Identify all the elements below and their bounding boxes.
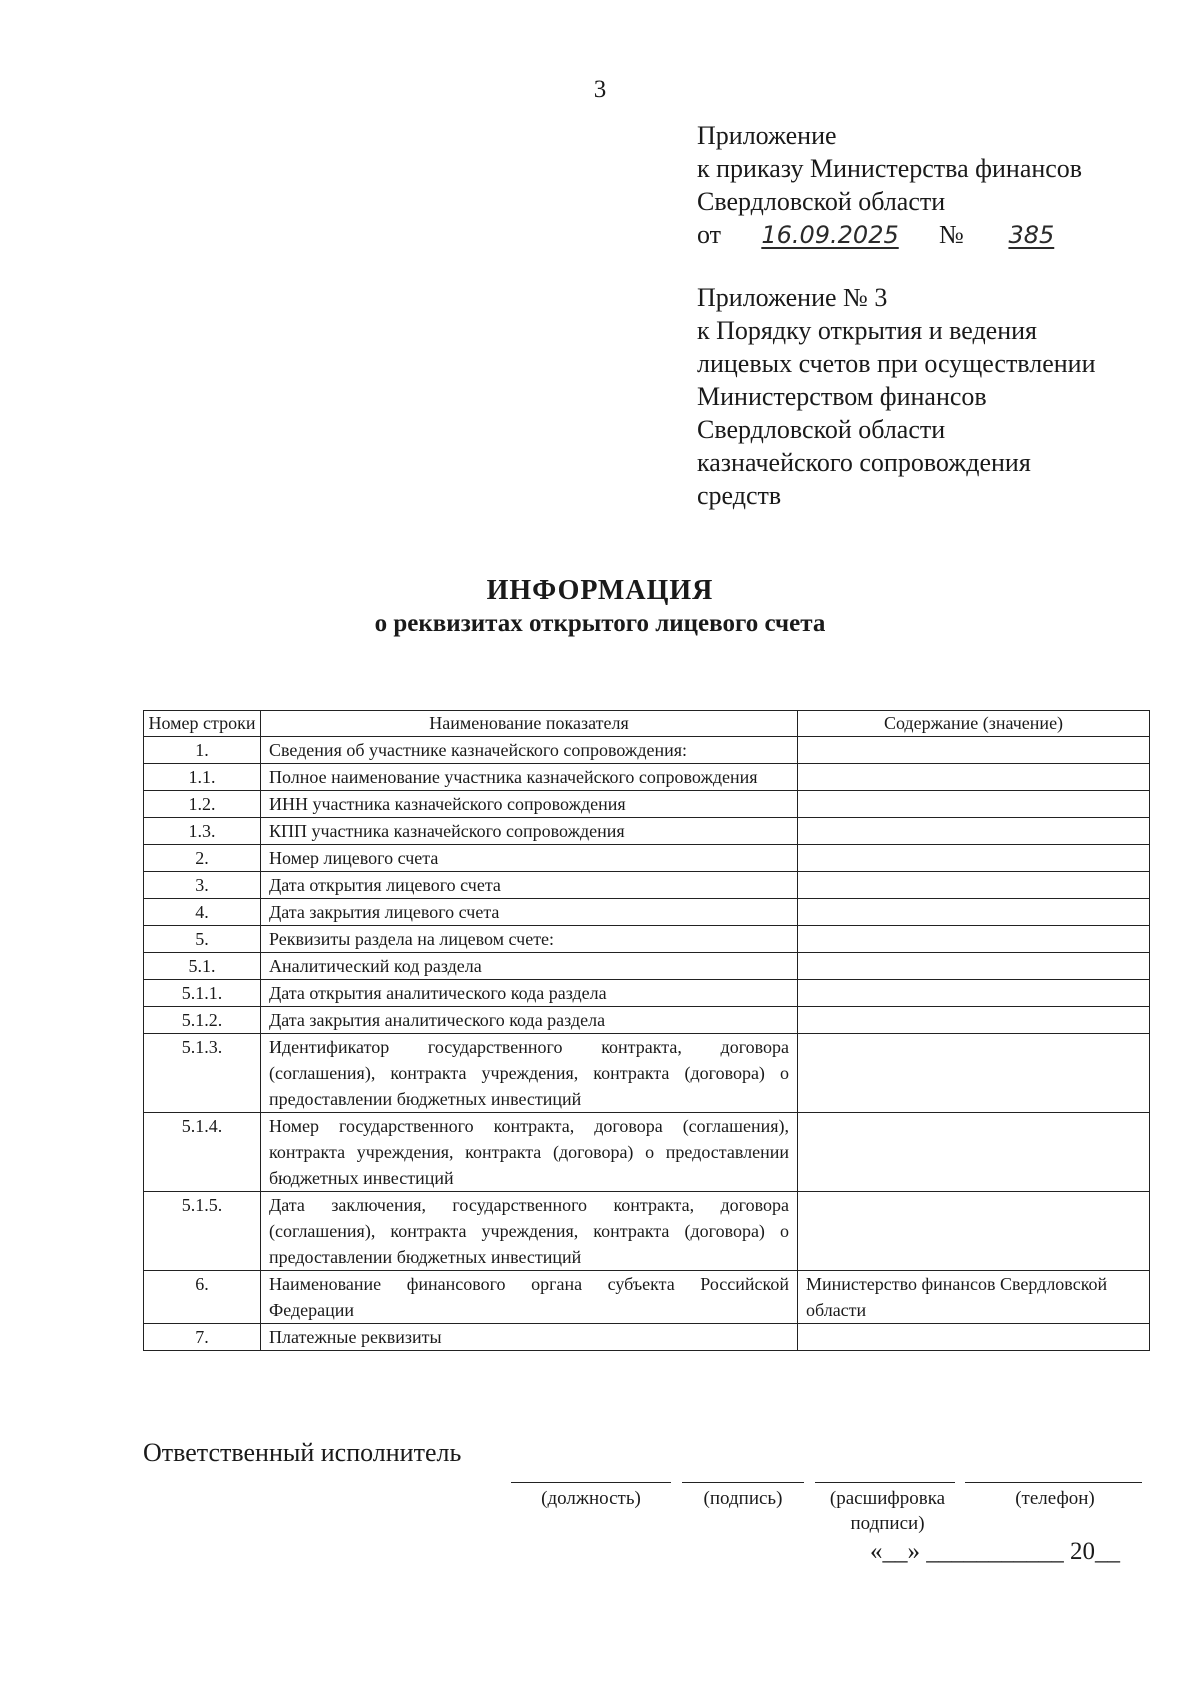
table-row	[144, 845, 1150, 872]
row-indicator-name-cell: Полное наименование участника казначейского сопровождения	[261, 764, 798, 791]
signature-label-phone: (телефон)	[1015, 1488, 1095, 1509]
appendix-3-line: лицевых счетов при осуществлении	[697, 349, 1096, 378]
table-row	[144, 1113, 1150, 1192]
signature-line-decryption	[815, 1482, 955, 1483]
row-number-cell: 1.	[144, 737, 261, 764]
table-row	[144, 872, 1150, 899]
signature-line-position	[511, 1482, 671, 1483]
row-number-cell: 5.1.5.	[144, 1192, 261, 1271]
row-indicator-name-cell: Дата закрытия аналитического кода раздела	[261, 1007, 798, 1034]
handwritten-date: 16.09.2025	[761, 221, 899, 249]
row-number-cell: 6.	[144, 1271, 261, 1324]
document-subtitle: о реквизитах открытого лицевого счета	[374, 610, 826, 637]
row-value-cell	[798, 1113, 1150, 1192]
row-indicator-name-cell: Идентификатор государственного контракта, договора (соглашения), контракта учреждения, контракта (договора) о предоставлении бюджетных инвестиций	[261, 1034, 798, 1113]
appendix-3-line: Приложение № 3	[697, 283, 888, 312]
table-row	[144, 926, 1150, 953]
table-row	[144, 980, 1150, 1007]
row-indicator-name-cell: ИНН участника казначейского сопровождения	[261, 791, 798, 818]
row-value-cell	[798, 1007, 1150, 1034]
row-number-cell: 2.	[144, 845, 261, 872]
signature-label-decryption: (расшифровка подписи)	[829, 1488, 946, 1534]
row-number-cell: 7.	[144, 1324, 261, 1351]
row-indicator-name-cell: КПП участника казначейского сопровождения	[261, 818, 798, 845]
table-body	[144, 737, 1150, 1351]
row-value-cell	[798, 1324, 1150, 1351]
signature-line-phone	[965, 1482, 1142, 1483]
handwritten-number: 385	[1008, 221, 1055, 249]
row-number-cell: 5.1.4.	[144, 1113, 261, 1192]
row-value-cell	[798, 1192, 1150, 1271]
table-row	[144, 1271, 1150, 1324]
document-title: ИНФОРМАЦИЯ	[486, 575, 714, 606]
responsible-executor-label: Ответственный исполнитель	[143, 1438, 462, 1467]
signature-label-position: (должность)	[541, 1488, 641, 1509]
header-indicator-name: Наименование показателя	[261, 711, 798, 737]
table-row	[144, 953, 1150, 980]
signature-label-signature: (подпись)	[703, 1488, 783, 1509]
table-row	[144, 737, 1150, 764]
appendix-3-line: средств	[697, 481, 782, 510]
appendix-1-line: к приказу Министерства финансов	[697, 154, 1083, 183]
row-indicator-name-cell: Дата заключения, государственного контракта, договора (соглашения), контракта учреждения, контракта (договора) о предоставлении бюджетных инвестиций	[261, 1192, 798, 1271]
row-value-cell: Министерство финансов Свердловской области	[798, 1271, 1150, 1324]
date-day-blank: «__»	[870, 1538, 920, 1565]
date-prefix: от	[697, 220, 722, 249]
row-number-cell: 4.	[144, 899, 261, 926]
row-value-cell	[798, 872, 1150, 899]
table-row	[144, 764, 1150, 791]
row-value-cell	[798, 791, 1150, 818]
appendix-1-line: Свердловской области	[697, 187, 946, 216]
row-value-cell	[798, 926, 1150, 953]
appendix-3-block	[697, 281, 1096, 512]
row-indicator-name-cell: Дата открытия аналитического кода раздела	[261, 980, 798, 1007]
row-number-cell: 5.1.3.	[144, 1034, 261, 1113]
row-value-cell	[798, 764, 1150, 791]
row-value-cell	[798, 818, 1150, 845]
row-number-cell: 5.	[144, 926, 261, 953]
date-month-blank: ___________	[926, 1538, 1064, 1565]
row-value-cell	[798, 1034, 1150, 1113]
table-row	[144, 818, 1150, 845]
table-header-row	[144, 711, 1150, 737]
row-value-cell	[798, 737, 1150, 764]
details-table	[143, 710, 1150, 1351]
header-row-number: Номер строки	[144, 711, 261, 737]
row-indicator-name-cell: Дата открытия лицевого счета	[261, 872, 798, 899]
row-indicator-name-cell: Сведения об участнике казначейского сопровождения:	[261, 737, 798, 764]
row-indicator-name-cell: Реквизиты раздела на лицевом счете:	[261, 926, 798, 953]
appendix-1-line: Приложение	[697, 121, 837, 150]
row-indicator-name-cell: Номер лицевого счета	[261, 845, 798, 872]
date-fill-line	[870, 1538, 1120, 1566]
appendix-3-line: Свердловской области	[697, 415, 946, 444]
row-indicator-name-cell: Дата закрытия лицевого счета	[261, 899, 798, 926]
page-number: 3	[593, 76, 607, 103]
header-value: Содержание (значение)	[798, 711, 1150, 737]
row-value-cell	[798, 953, 1150, 980]
table-row	[144, 899, 1150, 926]
appendix-1-block	[697, 119, 1092, 252]
row-value-cell	[798, 980, 1150, 1007]
row-number-cell: 5.1.	[144, 953, 261, 980]
row-indicator-name-cell: Наименование финансового органа субъекта Российской Федерации	[261, 1271, 798, 1324]
row-number-cell: 5.1.1.	[144, 980, 261, 1007]
table-row	[144, 1324, 1150, 1351]
table-row	[144, 1007, 1150, 1034]
row-number-cell: 1.2.	[144, 791, 261, 818]
row-indicator-name-cell: Номер государственного контракта, договора (соглашения), контракта учреждения, контракта (договора) о предоставлении бюджетных инвестиций	[261, 1113, 798, 1192]
row-value-cell	[798, 845, 1150, 872]
row-value-cell	[798, 899, 1150, 926]
row-number-cell: 5.1.2.	[144, 1007, 261, 1034]
appendix-1-date-line	[697, 218, 1092, 252]
row-number-cell: 1.3.	[144, 818, 261, 845]
number-prefix: №	[939, 220, 964, 249]
table-row	[144, 1192, 1150, 1271]
row-indicator-name-cell: Платежные реквизиты	[261, 1324, 798, 1351]
appendix-3-line: к Порядку открытия и ведения	[697, 316, 1038, 345]
row-number-cell: 1.1.	[144, 764, 261, 791]
date-year-blank: 20__	[1070, 1538, 1120, 1565]
table-row	[144, 1034, 1150, 1113]
signature-line-signature	[682, 1482, 804, 1483]
table-row	[144, 791, 1150, 818]
appendix-3-line: казначейского сопровождения	[697, 448, 1031, 477]
appendix-3-line: Министерством финансов	[697, 382, 987, 411]
row-indicator-name-cell: Аналитический код раздела	[261, 953, 798, 980]
row-number-cell: 3.	[144, 872, 261, 899]
